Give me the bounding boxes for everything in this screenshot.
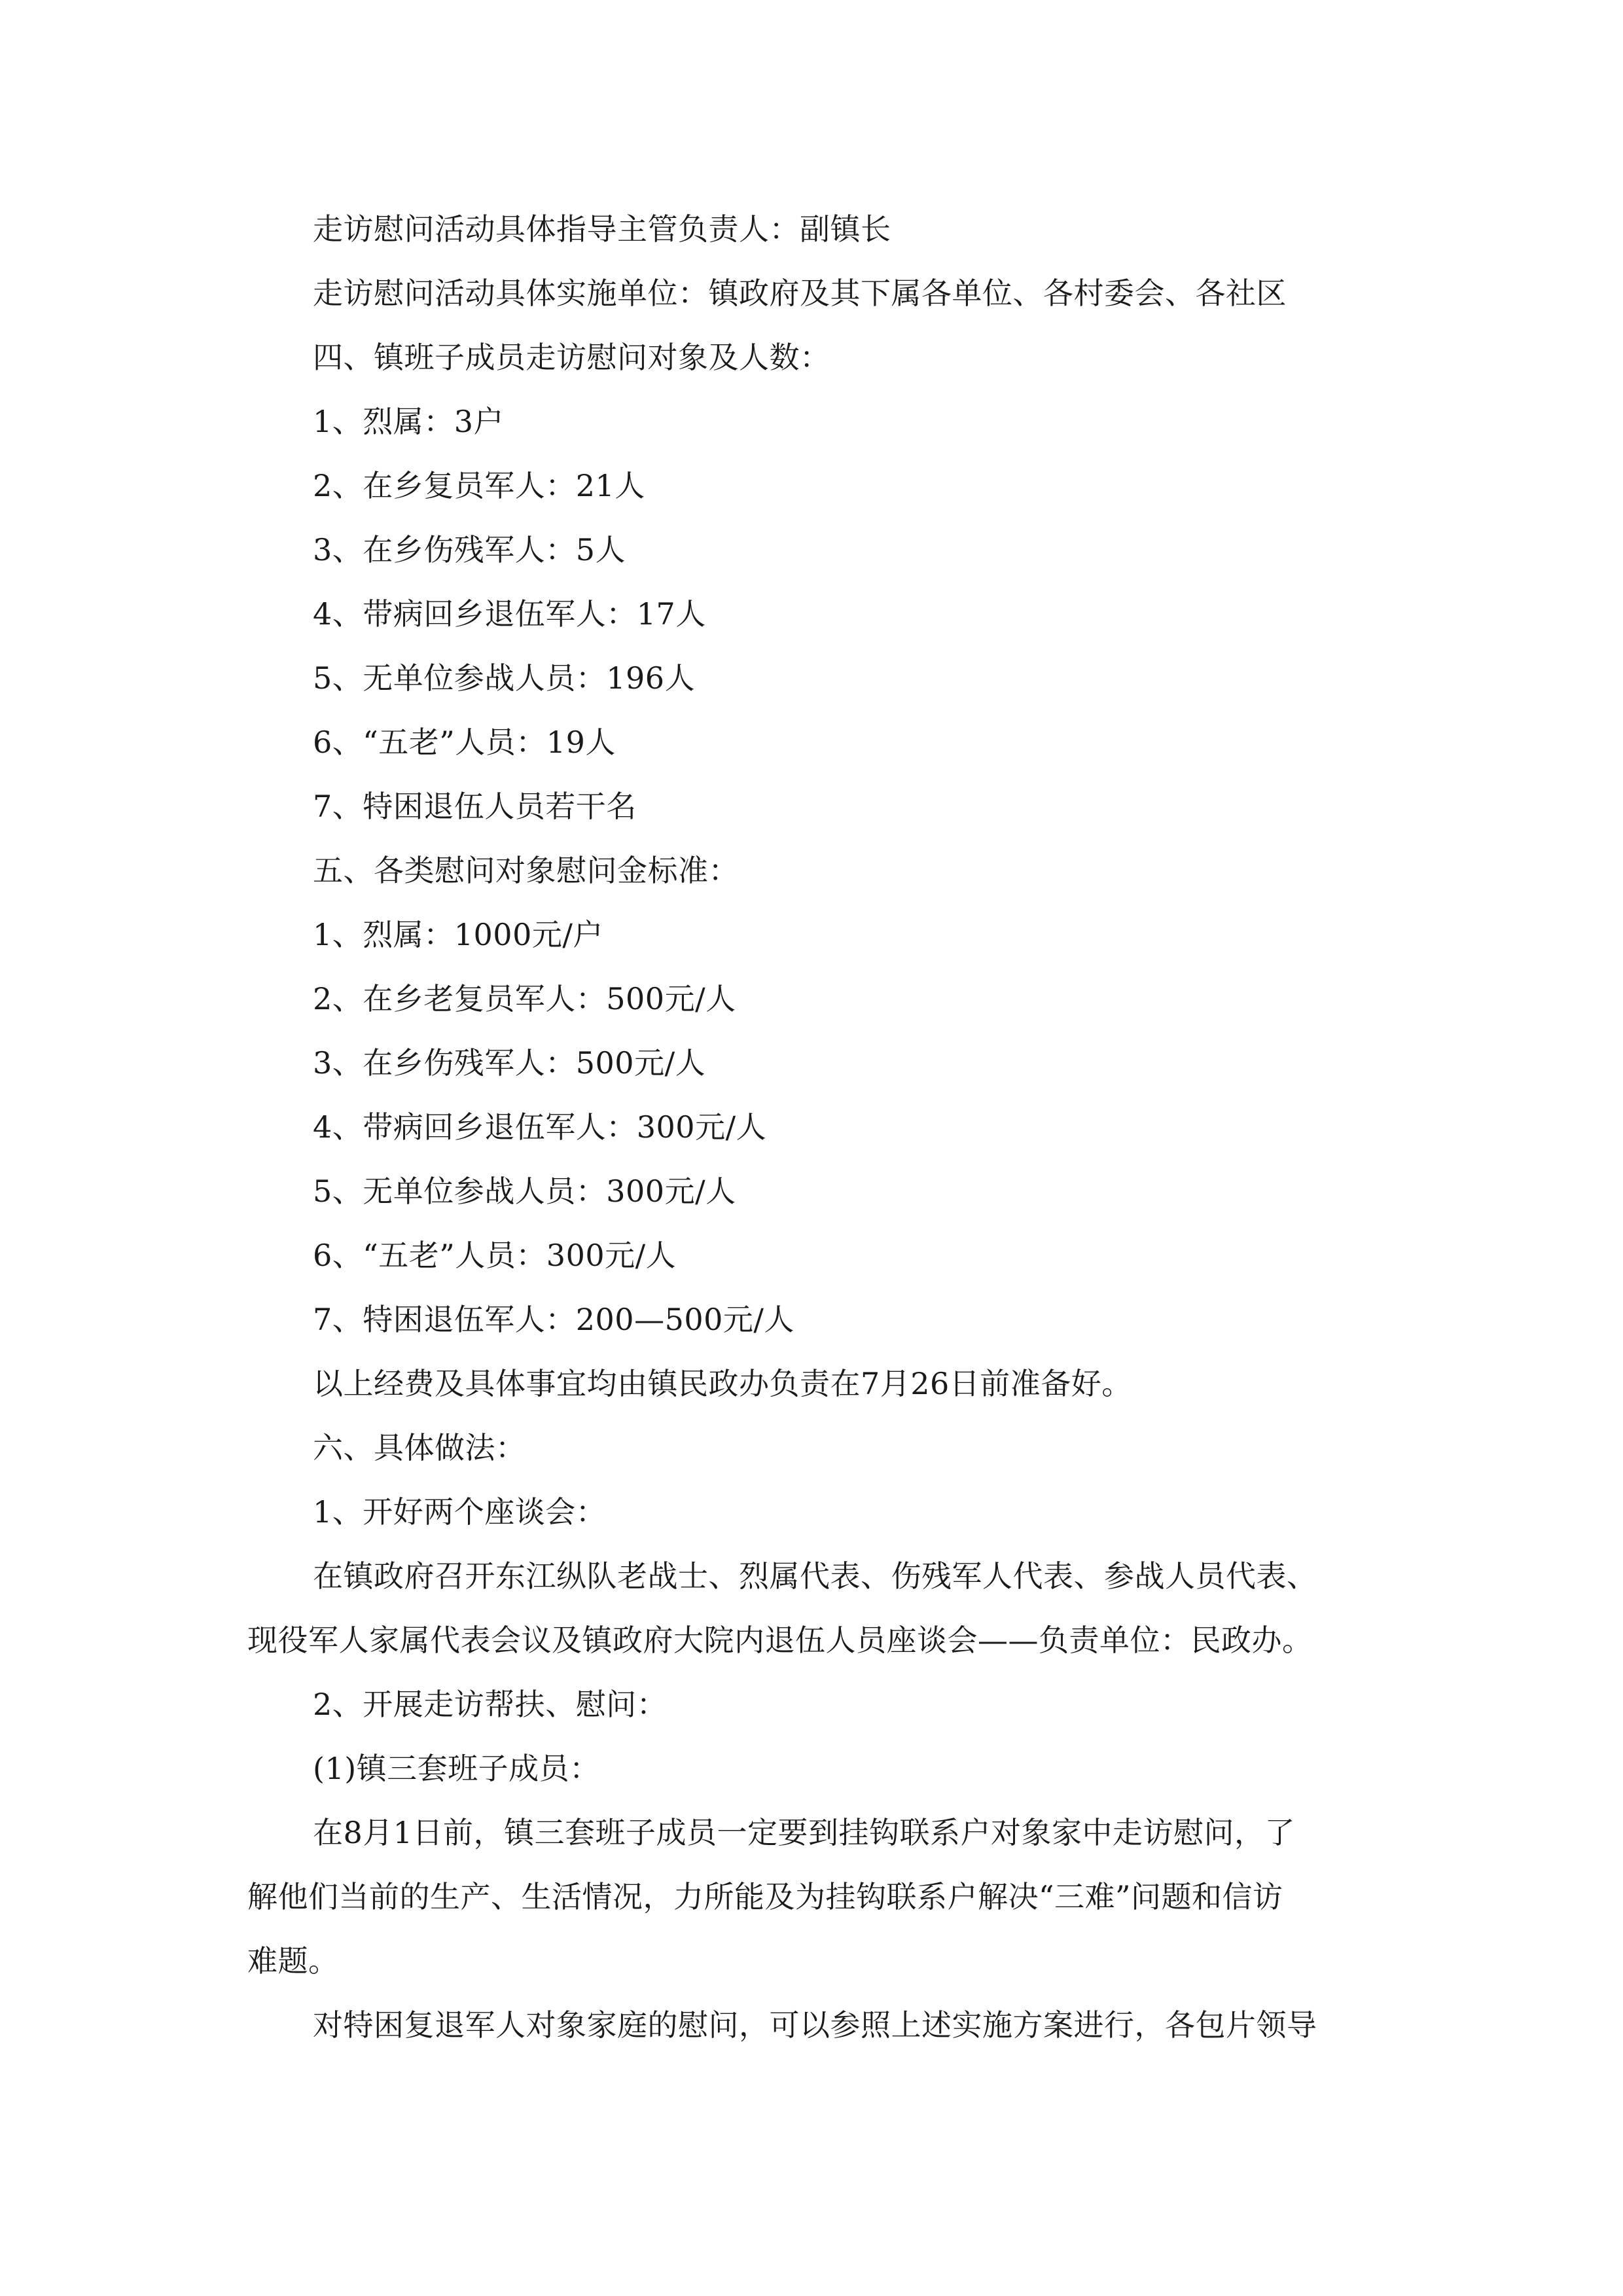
list-item: (1)镇三套班子成员： bbox=[313, 1751, 600, 1786]
list-item: 4、带病回乡退伍军人：17人 bbox=[313, 596, 706, 632]
paragraph-line: 在8月1日前，镇三套班子成员一定要到挂钩联系户对象家中走访慰问，了 bbox=[313, 1815, 1296, 1850]
list-item: 7、特困退伍军人：200—500元/人 bbox=[313, 1302, 794, 1337]
section-heading: 四、镇班子成员走访慰问对象及人数： bbox=[313, 340, 830, 375]
list-item: 1、烈属：1000元/户 bbox=[313, 917, 603, 952]
list-item: 4、带病回乡退伍军人：300元/人 bbox=[313, 1109, 767, 1145]
paragraph-line: 在镇政府召开东江纵队老战士、烈属代表、伤残军人代表、参战人员代表、 bbox=[313, 1558, 1317, 1594]
text-line: 以上经费及具体事宜均由镇民政办负责在7月26日前准备好。 bbox=[313, 1366, 1132, 1401]
list-item: 1、烈属：3户 bbox=[313, 404, 505, 439]
list-item: 5、无单位参战人员：196人 bbox=[313, 660, 696, 696]
list-item: 3、在乡伤残军人：500元/人 bbox=[313, 1045, 706, 1081]
list-item: 7、特困退伍人员若干名 bbox=[313, 789, 637, 824]
list-item: 3、在乡伤残军人：5人 bbox=[313, 532, 626, 567]
paragraph-line: 难题。 bbox=[247, 1943, 339, 1979]
list-item: 5、无单位参战人员：300元/人 bbox=[313, 1174, 736, 1209]
text-line: 走访慰问活动具体实施单位：镇政府及其下属各单位、各村委会、各社区 bbox=[313, 276, 1287, 311]
section-heading: 六、具体做法： bbox=[313, 1430, 526, 1465]
list-item: 1、开好两个座谈会： bbox=[313, 1494, 607, 1530]
list-item: 2、在乡老复员军人：500元/人 bbox=[313, 981, 736, 1016]
list-item: 6、“五老”人员：300元/人 bbox=[313, 1238, 677, 1273]
text-line: 走访慰问活动具体指导主管负责人：副镇长 bbox=[313, 211, 891, 247]
paragraph-line: 现役军人家属代表会议及镇政府大院内退伍人员座谈会——负责单位：民政办。 bbox=[247, 1623, 1313, 1658]
list-item: 2、在乡复员军人：21人 bbox=[313, 468, 645, 503]
paragraph-line: 对特困复退军人对象家庭的慰问，可以参照上述实施方案进行，各包片领导 bbox=[313, 2007, 1317, 2043]
paragraph-line: 解他们当前的生产、生活情况，力所能及为挂钩联系户解决“三难”问题和信访 bbox=[247, 1879, 1283, 1914]
list-item: 6、“五老”人员：19人 bbox=[313, 725, 616, 760]
section-heading: 五、各类慰问对象慰问金标准： bbox=[313, 853, 739, 888]
list-item: 2、开展走访帮扶、慰问： bbox=[313, 1687, 668, 1722]
